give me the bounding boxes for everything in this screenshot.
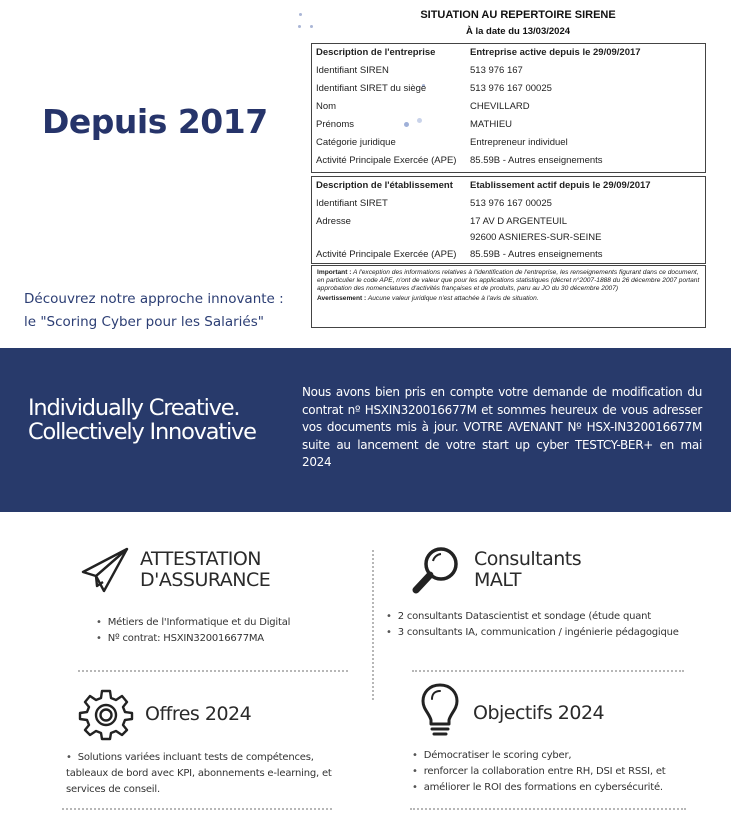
row-key: Activité Principale Exercée (APE) xyxy=(316,155,457,166)
approach-text xyxy=(24,288,284,334)
document-date: À la date du 13/03/2024 xyxy=(465,26,571,37)
etablissement-box xyxy=(311,176,706,264)
entreprise-box xyxy=(311,43,706,173)
list-item: • renforcer la collaboration entre RH, DSI et RSSI, et xyxy=(412,764,666,780)
consultants-title-line-1: Consultants xyxy=(474,548,582,570)
list-item: • Métiers de l'Informatique et du Digital xyxy=(96,615,290,631)
row-key: Identifiant SIRET xyxy=(316,198,388,209)
row-value: CHEVILLARD xyxy=(470,101,530,112)
gear-icon xyxy=(78,688,134,747)
lightbulb-icon xyxy=(420,682,460,745)
attestation-title-line-1: ATTESTATION xyxy=(140,548,261,570)
headline: Depuis 2017 xyxy=(42,102,268,141)
approach-line-1: Découvrez notre approche innovante : xyxy=(24,291,284,307)
row-value: Entreprise active depuis le 29/09/2017 xyxy=(470,47,641,58)
approach-line-2: le "Scoring Cyber pour les Salariés" xyxy=(24,314,264,330)
row-key: Prénoms xyxy=(316,119,355,130)
warning-text: Aucune valeur juridique n'est attachée à l'avis de situation. xyxy=(367,294,539,302)
entreprise-row xyxy=(316,119,701,135)
objectifs-list xyxy=(412,748,666,796)
etablissement-row xyxy=(316,180,701,196)
warning-notice xyxy=(317,295,700,303)
etablissement-row xyxy=(316,232,701,248)
etablissement-row xyxy=(316,216,701,232)
row-key: Description de l'entreprise xyxy=(316,47,436,58)
paper-plane-icon xyxy=(80,546,130,599)
row-key: Adresse xyxy=(316,216,351,227)
top-section xyxy=(0,0,731,348)
sirene-document xyxy=(300,0,731,340)
row-value: 513 976 167 00025 xyxy=(470,83,552,94)
row-value: 85.59B - Autres enseignements xyxy=(470,249,603,260)
attestation-title xyxy=(140,549,270,591)
entreprise-row xyxy=(316,65,701,81)
entreprise-row xyxy=(316,137,701,153)
etablissement-row xyxy=(316,198,701,214)
horizontal-divider xyxy=(412,670,684,672)
entreprise-row xyxy=(316,47,701,63)
warning-label: Avertissement : xyxy=(317,294,367,302)
objectifs-title: Objectifs 2024 xyxy=(473,702,605,724)
vertical-divider xyxy=(372,550,374,700)
row-value: 17 AV D ARGENTEUIL xyxy=(470,216,567,227)
offres-title: Offres 2024 xyxy=(145,703,252,725)
list-item: • Démocratiser le scoring cyber, xyxy=(412,748,666,764)
row-value: MATHIEU xyxy=(470,119,513,130)
row-key: Description de l'établissement xyxy=(316,180,453,191)
row-key: Nom xyxy=(316,101,337,112)
entreprise-row xyxy=(316,155,701,171)
banner xyxy=(0,348,731,512)
slogan xyxy=(28,396,256,444)
important-text: A l'exception des informations relatives à l'identification de l'entreprise, les renseignements figurant dans ce document, en particulier le code APE, n'ont de valeur que pour les applications statistiques (décret n°2007-1888 du 26 décembre 2007 portant approbation des nomenclatures d'activités françaises et de produits, paru au JO du 30 décembre 2007) xyxy=(317,269,700,293)
row-value: 85.59B - Autres enseignements xyxy=(470,155,603,166)
offres-description: Solutions variées incluant tests de compétences, tableaux de bord avec KPI, abonnements e-learning, et services de conseil. xyxy=(66,752,332,795)
legal-notice-box xyxy=(311,265,706,328)
document-title: SITUATION AU REPERTOIRE SIRENE xyxy=(420,9,616,21)
horizontal-divider xyxy=(62,808,332,810)
consultants-list xyxy=(386,609,679,641)
list-item: • 2 consultants Datascientist et sondage (étude quant xyxy=(386,609,679,625)
list-item: • améliorer le ROI des formations en cybersécurité. xyxy=(412,780,666,796)
entreprise-row xyxy=(316,83,701,99)
magnifier-icon xyxy=(410,544,462,603)
slogan-line-1: Individually Creative. xyxy=(28,395,240,421)
info-grid xyxy=(0,512,731,820)
row-value: 513 976 167 00025 xyxy=(470,198,552,209)
row-key: Identifiant SIREN xyxy=(316,65,389,76)
horizontal-divider xyxy=(410,808,686,810)
row-key: Identifiant SIRET du siège xyxy=(316,83,427,94)
horizontal-divider xyxy=(78,670,348,672)
row-key: Catégorie juridique xyxy=(316,137,396,148)
slogan-line-2: Collectively Innovative xyxy=(28,419,256,445)
row-value: 92600 ASNIERES-SUR-SEINE xyxy=(470,232,602,243)
row-value: Etablissement actif depuis le 29/09/2017 xyxy=(470,180,651,191)
etablissement-row xyxy=(316,249,701,265)
important-notice xyxy=(317,269,700,294)
important-label: Important : xyxy=(317,269,352,276)
row-key: Activité Principale Exercée (APE) xyxy=(316,249,457,260)
banner-text: Nous avons bien pris en compte votre demande de modification du contrat nº HSXIN320016677M et sommes heureux de vous adresser vos documents mis à jour. VOTRE AVENANT Nº HSX-IN320016677M suite au lancement de votre start up cyber TESTCY-BER+ en mai 2024 xyxy=(302,385,702,469)
attestation-title-line-2: D'ASSURANCE xyxy=(140,569,271,591)
attestation-list xyxy=(96,615,290,647)
offres-text xyxy=(66,750,344,798)
entreprise-row xyxy=(316,101,701,117)
list-item: • 3 consultants IA, communication / ingénierie pédagogique xyxy=(386,625,679,641)
bullet-icon: • xyxy=(66,752,72,763)
consultants-title-line-2: MALT xyxy=(474,569,521,591)
row-value: 513 976 167 xyxy=(470,65,523,76)
row-value: Entrepreneur individuel xyxy=(470,137,568,148)
consultants-title xyxy=(474,549,581,591)
list-item: • Nº contrat: HSXIN320016677MA xyxy=(96,631,290,647)
